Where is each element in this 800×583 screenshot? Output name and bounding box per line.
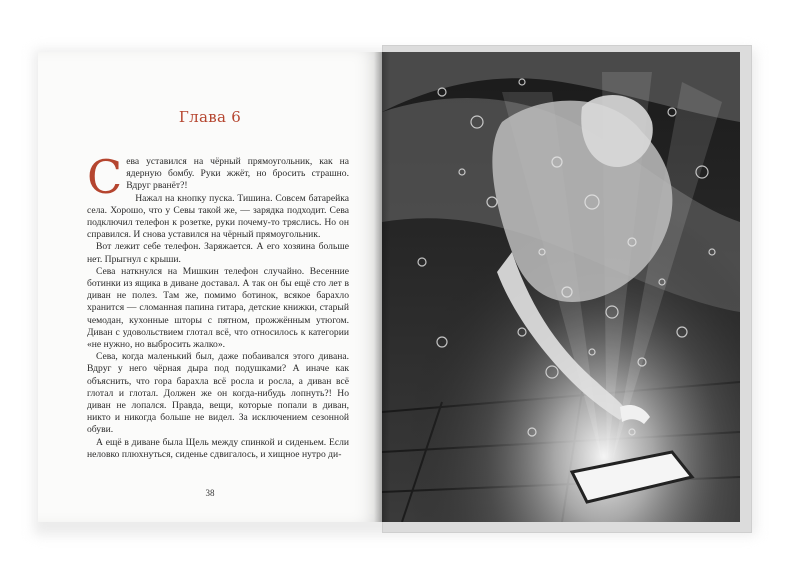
chapter-title: Глава 6 bbox=[178, 108, 242, 126]
right-page-illustration bbox=[382, 52, 740, 522]
illustration-boy-reaching-into-sofa bbox=[382, 52, 740, 522]
paragraph: Сева наткнулся на Мишкин телефон случайно. Весенние ботинки из ящика в диване доставал. А так он бы ещё сто лет в диван не полез. Там же, помимо ботинок, всякое барахло хранится — сломанная папина гитара, детские книжки, старый чемодан, кухонные шторы с пятном, прожжённым утюгом. Диван с удовольствием глотал всё, что относилось к категории «не нужно, но выбросить жалко». bbox=[87, 265, 349, 351]
paragraph: Нажал на кнопку пуска. Тишина. Совсем батарейка села. Хорошо, что у Севы такой же, — зарядка подходит. Сева подключил телефон к розетке, руки почему-то тряслись. Но он справился. И снова уставился на чёрный прямоугольник. bbox=[87, 192, 349, 241]
paragraph: Вот лежит себе телефон. Заряжается. А его хозяина больше нет. Прыгнул с крыши. bbox=[87, 241, 349, 265]
paragraph: Сева, когда маленький был, даже побаивался этого дивана. Вдруг у него чёрная дыра под подушками? А иначе как объяснить, что гора барахла всё росла и росла, а диван всё глотал и глотал. Должен же он когда-нибудь лопнуть?! Но диван не лопался. Правда, вещи, которые попали в диван, никто и никогда больше не видел. За исключением сезонной обуви. bbox=[87, 351, 349, 436]
chapter-text bbox=[87, 150, 349, 461]
page-number: 38 bbox=[205, 488, 215, 498]
drop-cap: С bbox=[87, 150, 123, 204]
paragraph: А ещё в диване была Щель между спинкой и сиденьем. Если неловко плюхнуться, сиденье сдвигалось, и хищное нутро ди- bbox=[87, 436, 349, 460]
paragraph-text: ева уставился на чёрный прямоугольник, как на ядерную бомбу. Руки жжёт, но бросить страшно. Вдруг рванёт?! bbox=[126, 156, 349, 192]
paragraph bbox=[87, 150, 349, 204]
